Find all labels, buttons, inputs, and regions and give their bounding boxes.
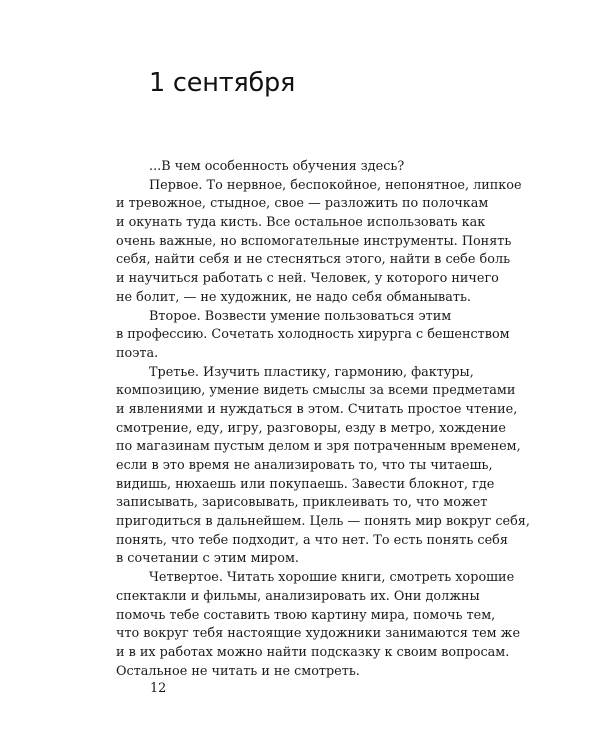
text-line: в сочетании с этим миром. <box>116 551 299 567</box>
text-line: спектакли и фильмы, анализировать их. Они должны <box>116 588 480 604</box>
page-title: 1 сентября <box>149 68 296 98</box>
text-line: поэта. <box>116 345 159 361</box>
text-line: пригодиться в дальнейшем. Цель — понять мир вокруг себя, <box>116 514 530 530</box>
text-line: не болит, — не художник, не надо себя обманывать. <box>116 289 472 305</box>
text-line: и в их работах можно найти подсказку к своим вопросам. <box>116 644 510 660</box>
paragraph-first-line: Четвертое. Читать хорошие книги, смотреть хорошие <box>149 570 515 586</box>
paragraph-first-line: ...В чем особенность обучения здесь? <box>149 159 405 174</box>
text-line: смотрение, еду, игру, разговоры, езду в метро, хождение <box>116 420 506 436</box>
text-line: понять, что тебе подходит, а что нет. То есть понять себя <box>116 532 508 548</box>
text-line: Остальное не читать и не смотреть. <box>116 663 360 679</box>
text-line: если в это время не анализировать то, что ты читаешь, <box>116 458 493 473</box>
text-line: по магазинам пустым делом и зря потраченным временем, <box>116 439 521 455</box>
text-line: композицию, умение видеть смыслы за всеми предметами <box>116 383 516 399</box>
paragraph-first-line: Третье. Изучить пластику, гармонию, фактуры, <box>149 364 474 380</box>
paragraph-first-line: Второе. Возвести умение пользоваться этим <box>149 308 452 324</box>
text-line: и научиться работать с ней. Человек, у которого ничего <box>116 271 499 287</box>
text-line: очень важные, но вспомогательные инструменты. Понять <box>116 233 512 249</box>
body-text <box>116 158 530 681</box>
text-line: и тревожное, стыдное, свое — разложить по полочкам <box>116 196 489 212</box>
text-line: и окунать туда кисть. Все остальное использовать как <box>116 215 486 231</box>
text-line: себя, найти себя и не стесняться этого, найти в себе боль <box>116 252 511 268</box>
text-line: в профессию. Сочетать холодность хирурга с бешенством <box>116 327 510 343</box>
paragraph-first-line: Первое. То нервное, беспокойное, непонятное, липкое <box>149 177 522 193</box>
text-line: видишь, нюхаешь или покупаешь. Завести блокнот, где <box>116 476 495 492</box>
text-line: записывать, зарисовывать, приклеивать то, что может <box>116 495 488 511</box>
page-number: 12 <box>150 681 167 696</box>
text-line: что вокруг тебя настоящие художники занимаются тем же <box>116 626 521 642</box>
text-line: помочь тебе составить твою картину мира, помочь тем, <box>116 607 496 623</box>
text-line: и явлениями и нуждаться в этом. Считать простое чтение, <box>116 401 518 417</box>
